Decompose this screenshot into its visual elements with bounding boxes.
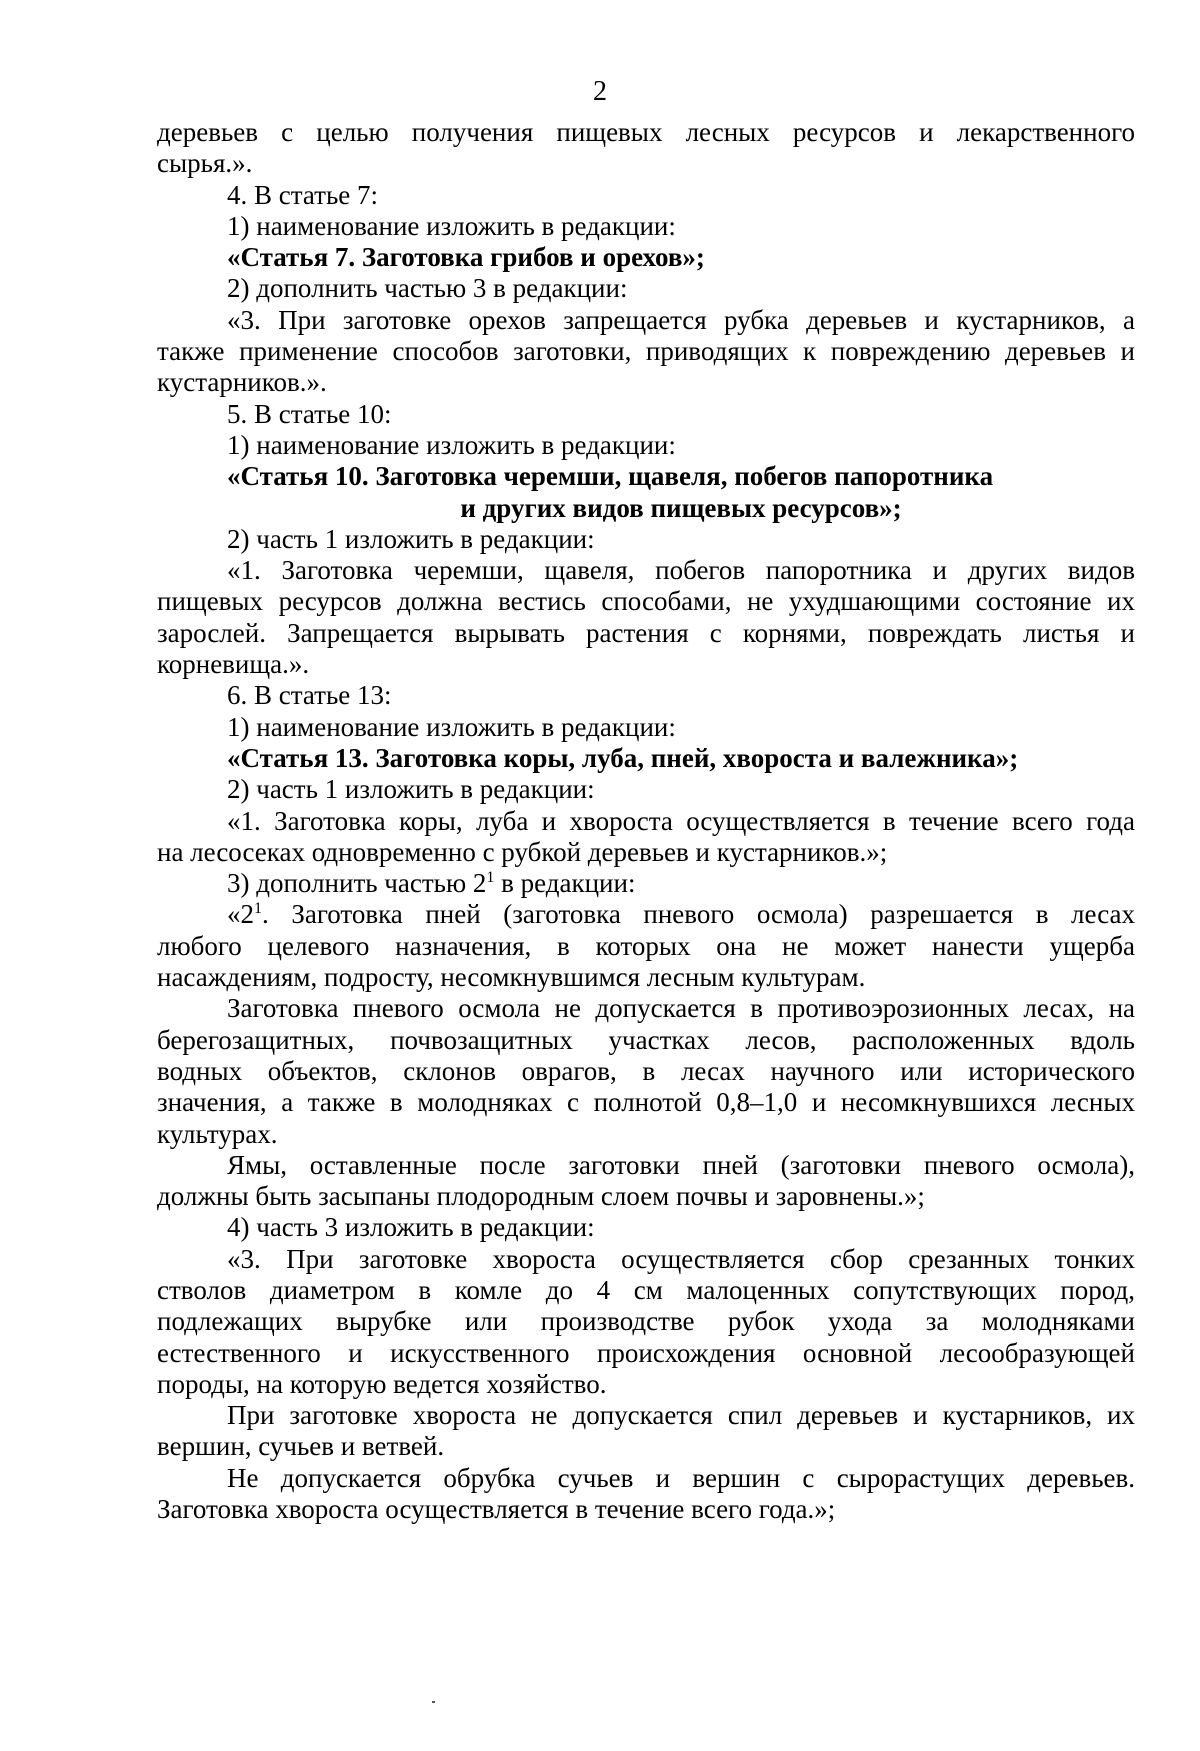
section-heading: 5. В статье 10: bbox=[227, 398, 392, 429]
text-line: сырья.». bbox=[157, 148, 253, 179]
text-line: 4) часть 3 изложить в редакции: bbox=[227, 1212, 595, 1243]
section-heading: 6. В статье 13: bbox=[227, 680, 392, 711]
text-line: При заготовке хвороста не допускается спил деревьев и кустарников, их bbox=[227, 1400, 1135, 1431]
text-line: естественного и искусственного происхождения основной лесообразующей bbox=[157, 1337, 1135, 1368]
superscript: 1 bbox=[254, 900, 262, 918]
text-line: зарослей. Запрещается вырывать растения с корнями, повреждать листья и bbox=[157, 617, 1135, 648]
text-line: берегозащитных, почвозащитных участках лесов, расположенных вдоль bbox=[157, 1024, 1135, 1055]
text-line: стволов диаметром в комле до 4 см малоценных сопутствующих пород, bbox=[157, 1274, 1135, 1305]
line-part: . Заготовка пней (заготовка пневого осмола) разрешается в лесах bbox=[262, 899, 1135, 930]
text-line: Заготовка пневого осмола не допускается в противоэрозионных лесах, на bbox=[227, 993, 1135, 1024]
text-line: 1) наименование изложить в редакции: bbox=[227, 711, 676, 742]
text-line: должны быть засыпаны плодородным слоем почвы и заровнены.»; bbox=[157, 1181, 925, 1212]
text-line: вершин, сучьев и ветвей. bbox=[157, 1431, 445, 1462]
text-line: значения, а также в молодняках с полнотой 0,8–1,0 и несомкнувшихся лесных bbox=[157, 1087, 1135, 1118]
article-title: «Статья 10. Заготовка черемши, щавеля, побегов папоротника bbox=[227, 461, 994, 492]
text-line: водных объектов, склонов оврагов, в лесах научного или исторического bbox=[157, 1055, 1135, 1086]
line-part: 3) дополнить частью 2 bbox=[227, 868, 487, 899]
text-line: также применение способов заготовки, приводящих к повреждению деревьев и bbox=[157, 336, 1135, 367]
text-line: на лесосеках одновременно с рубкой деревьев и кустарников.»; bbox=[157, 836, 888, 867]
text-line: корневища.». bbox=[157, 649, 310, 680]
article-title-continued: и других видов пищевых ресурсов»; bbox=[460, 492, 902, 523]
text-line: Ямы, оставленные после заготовки пней (заготовки пневого осмола), bbox=[227, 1149, 1135, 1180]
text-line-with-superscript bbox=[157, 868, 1135, 899]
text-line: 1) наименование изложить в редакции: bbox=[227, 210, 676, 241]
text-line: Не допускается обрубка сучьев и вершин с сырорастущих деревьев. bbox=[227, 1462, 1135, 1493]
superscript: 1 bbox=[486, 869, 495, 887]
text-line: культурах. bbox=[157, 1118, 278, 1149]
text-line: 1) наименование изложить в редакции: bbox=[227, 429, 676, 460]
line-part: в редакции: bbox=[494, 868, 636, 899]
text-line: пищевых ресурсов должна вестись способами, не ухудшающими состояние их bbox=[157, 586, 1135, 617]
text-line: подлежащих вырубке или производстве рубок ухода за молодняками bbox=[157, 1306, 1135, 1337]
page-number: 2 bbox=[593, 76, 607, 107]
text-line: насаждениям, подросту, несомкнувшимся лесным культурам. bbox=[157, 962, 866, 993]
text-line: любого целевого назначения, в которых она не может нанести ущерба bbox=[157, 930, 1135, 961]
text-line: «1. Заготовка черемши, щавеля, побегов папоротника и других видов bbox=[227, 555, 1135, 586]
article-title: «Статья 13. Заготовка коры, луба, пней, хвороста и валежника»; bbox=[227, 742, 1019, 773]
text-line: кустарников.». bbox=[157, 367, 327, 398]
text-line: 2) часть 1 изложить в редакции: bbox=[227, 774, 595, 805]
text-line: Заготовка хвороста осуществляется в течение всего года.»; bbox=[157, 1494, 836, 1525]
text-line: породы, на которую ведется хозяйство. bbox=[157, 1368, 607, 1399]
text-line: 2) часть 1 изложить в редакции: bbox=[227, 523, 595, 554]
text-line: «3. При заготовке хвороста осуществляется сбор срезанных тонких bbox=[227, 1243, 1135, 1274]
text-line: «1. Заготовка коры, луба и хвороста осуществляется в течение всего года bbox=[227, 805, 1135, 836]
text-line-with-superscript bbox=[157, 899, 1135, 930]
article-title: «Статья 7. Заготовка грибов и орехов»; bbox=[227, 242, 705, 273]
line-part: «2 bbox=[227, 899, 254, 930]
document-body bbox=[157, 117, 1135, 1525]
section-heading: 4. В статье 7: bbox=[227, 179, 379, 210]
scan-artifact bbox=[432, 1701, 435, 1703]
text-line: 2) дополнить частью 3 в редакции: bbox=[227, 273, 628, 304]
text-line: деревьев с целью получения пищевых лесных ресурсов и лекарственного bbox=[157, 117, 1135, 147]
text-line: «3. При заготовке орехов запрещается рубка деревьев и кустарников, а bbox=[227, 304, 1135, 335]
